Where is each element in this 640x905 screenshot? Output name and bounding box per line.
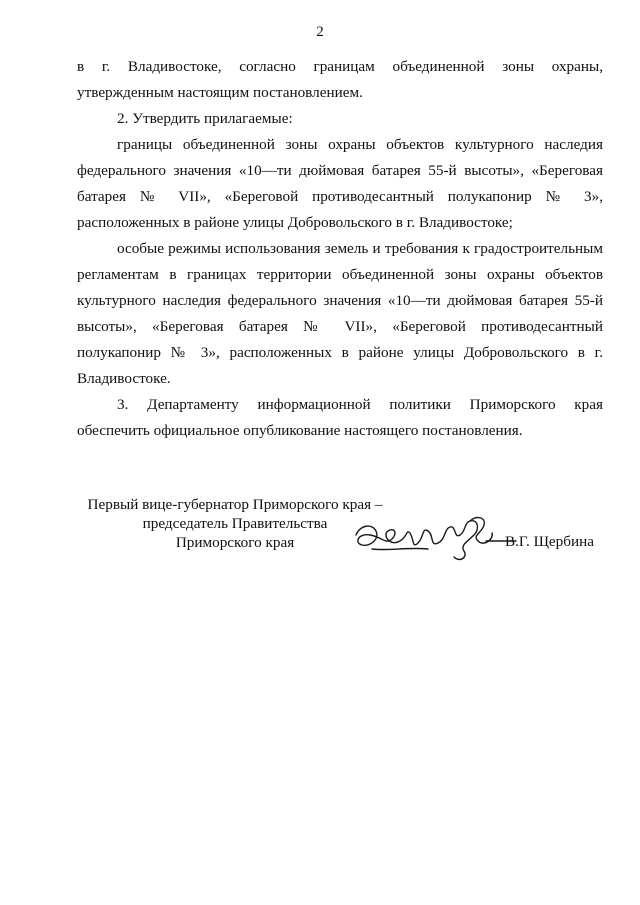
signatory-title <box>80 495 390 552</box>
paragraph-boundaries: границы объединенной зоны охраны объектов культурного наследия федерального значения «10—ти дюймовая батарея 55-й высоты», «Береговая батарея № VII», «Береговой противодесантный полукапонир № 3», расположенных в районе улицы Добровольского в г. Владивостоке; <box>77 136 603 231</box>
handwritten-signature <box>348 505 518 567</box>
signature-block <box>0 495 640 575</box>
paragraph-item-3: 3. Департаменту информационной политики Приморского края обеспечить официальное опубликование настоящего постановления. <box>77 396 603 439</box>
paragraph-special-regimes: особые режимы использования земель и требования к градостроительным регламентам в границах территории объединенной зоны охраны объектов культурного наследия федерального значения «10—ти дюймовая батарея 55-й высоты», «Береговая батарея № VII», «Береговой противодесантный полукапонир № 3», расположенных в районе улицы Добровольского в г. Владивостоке. <box>77 240 603 387</box>
paragraph-item-2: 2. Утвердить прилагаемые: <box>117 110 293 127</box>
signatory-title-line: Приморского края <box>175 534 295 551</box>
paragraph-continuation: в г. Владивостоке, согласно границам объединенной зоны охраны, утвержденным настоящим постановлением. <box>77 58 603 101</box>
page-number: 2 <box>316 24 324 40</box>
signatory-name: В.Г. Щербина <box>505 533 594 550</box>
signatory-title-line: председатель Правительства <box>142 515 328 532</box>
signatory-title-line: Первый вице-губернатор Приморского края – <box>87 496 383 513</box>
document-body <box>77 54 603 444</box>
